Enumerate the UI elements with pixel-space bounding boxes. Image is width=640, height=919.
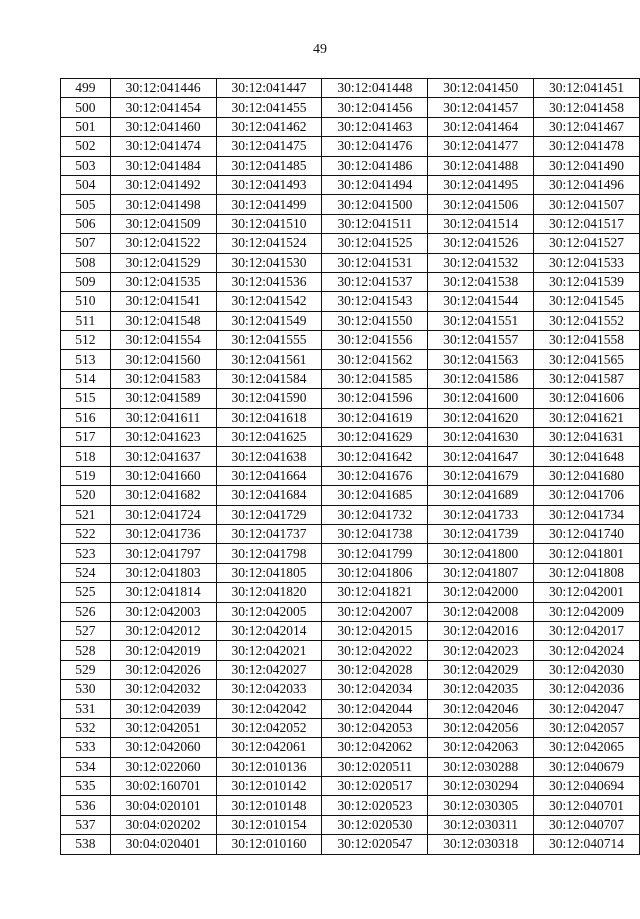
- cadastral-number-5: 30:12:041606: [534, 389, 640, 408]
- row-number: 530: [61, 680, 111, 699]
- cadastral-number-4: 30:12:041586: [428, 369, 534, 388]
- cadastral-number-3: 30:12:020547: [322, 835, 428, 854]
- cadastral-number-2: 30:12:010136: [216, 757, 322, 776]
- cadastral-number-5: 30:12:041565: [534, 350, 640, 369]
- cadastral-number-1: 30:12:041682: [110, 486, 216, 505]
- cadastral-number-2: 30:12:041737: [216, 524, 322, 543]
- cadastral-number-4: 30:12:041477: [428, 137, 534, 156]
- cadastral-number-4: 30:12:041532: [428, 253, 534, 272]
- table-row: [61, 757, 640, 776]
- cadastral-number-2: 30:12:041625: [216, 428, 322, 447]
- cadastral-number-5: 30:12:041808: [534, 563, 640, 582]
- row-number: 529: [61, 660, 111, 679]
- cadastral-number-4: 30:12:041506: [428, 195, 534, 214]
- cadastral-number-3: 30:12:041494: [322, 175, 428, 194]
- cadastral-number-4: 30:12:030294: [428, 777, 534, 796]
- row-number: 522: [61, 524, 111, 543]
- cadastral-number-4: 30:12:041551: [428, 311, 534, 330]
- table-row: [61, 680, 640, 699]
- cadastral-number-5: 30:12:040707: [534, 815, 640, 834]
- row-number: 536: [61, 796, 111, 815]
- cadastral-number-4: 30:12:030305: [428, 796, 534, 815]
- cadastral-number-5: 30:12:041706: [534, 486, 640, 505]
- row-number: 514: [61, 369, 111, 388]
- cadastral-number-4: 30:12:041620: [428, 408, 534, 427]
- row-number: 524: [61, 563, 111, 582]
- table-body: [61, 79, 640, 855]
- cadastral-number-3: 30:12:020517: [322, 777, 428, 796]
- cadastral-number-3: 30:12:041511: [322, 214, 428, 233]
- cadastral-number-3: 30:12:041799: [322, 544, 428, 563]
- table-row: [61, 350, 640, 369]
- row-number: 505: [61, 195, 111, 214]
- row-number: 500: [61, 98, 111, 117]
- cadastral-number-2: 30:12:010154: [216, 815, 322, 834]
- cadastral-number-3: 30:12:041537: [322, 272, 428, 291]
- table-row: [61, 175, 640, 194]
- cadastral-number-3: 30:12:041585: [322, 369, 428, 388]
- cadastral-number-5: 30:12:041507: [534, 195, 640, 214]
- cadastral-number-3: 30:12:041596: [322, 389, 428, 408]
- cadastral-number-3: 30:12:041456: [322, 98, 428, 117]
- row-number: 515: [61, 389, 111, 408]
- table-row: [61, 835, 640, 854]
- cadastral-number-2: 30:12:042042: [216, 699, 322, 718]
- cadastral-number-1: 30:12:041474: [110, 137, 216, 156]
- cadastral-number-1: 30:12:041803: [110, 563, 216, 582]
- cadastral-number-3: 30:12:041685: [322, 486, 428, 505]
- table-row: [61, 524, 640, 543]
- cadastral-number-3: 30:12:042034: [322, 680, 428, 699]
- cadastral-number-3: 30:12:041642: [322, 447, 428, 466]
- cadastral-number-5: 30:12:040679: [534, 757, 640, 776]
- cadastral-number-4: 30:12:041800: [428, 544, 534, 563]
- row-number: 528: [61, 641, 111, 660]
- cadastral-number-3: 30:12:041500: [322, 195, 428, 214]
- cadastral-number-4: 30:12:041464: [428, 117, 534, 136]
- cadastral-number-1: 30:12:042012: [110, 621, 216, 640]
- cadastral-number-5: 30:12:042047: [534, 699, 640, 718]
- cadastral-number-4: 30:12:041457: [428, 98, 534, 117]
- cadastral-number-1: 30:12:041460: [110, 117, 216, 136]
- cadastral-number-1: 30:12:041509: [110, 214, 216, 233]
- cadastral-number-3: 30:12:042015: [322, 621, 428, 640]
- row-number: 504: [61, 175, 111, 194]
- row-number: 499: [61, 79, 111, 98]
- cadastral-number-5: 30:12:042009: [534, 602, 640, 621]
- cadastral-number-2: 30:12:041590: [216, 389, 322, 408]
- cadastral-number-4: 30:12:041557: [428, 331, 534, 350]
- cadastral-number-4: 30:12:041679: [428, 466, 534, 485]
- cadastral-number-4: 30:12:041563: [428, 350, 534, 369]
- table-row: [61, 98, 640, 117]
- cadastral-number-4: 30:12:041495: [428, 175, 534, 194]
- cadastral-number-4: 30:12:041526: [428, 234, 534, 253]
- table-row: [61, 660, 640, 679]
- row-number: 523: [61, 544, 111, 563]
- cadastral-number-2: 30:12:041462: [216, 117, 322, 136]
- cadastral-number-2: 30:12:042027: [216, 660, 322, 679]
- cadastral-number-2: 30:12:041510: [216, 214, 322, 233]
- cadastral-number-2: 30:12:041805: [216, 563, 322, 582]
- cadastral-number-2: 30:12:042005: [216, 602, 322, 621]
- cadastral-number-2: 30:12:041455: [216, 98, 322, 117]
- cadastral-number-1: 30:04:020202: [110, 815, 216, 834]
- cadastral-number-3: 30:12:042028: [322, 660, 428, 679]
- cadastral-number-3: 30:12:020511: [322, 757, 428, 776]
- row-number: 517: [61, 428, 111, 447]
- row-number: 502: [61, 137, 111, 156]
- cadastral-number-2: 30:12:041561: [216, 350, 322, 369]
- cadastral-number-1: 30:12:042003: [110, 602, 216, 621]
- table-row: [61, 815, 640, 834]
- cadastral-number-3: 30:12:041531: [322, 253, 428, 272]
- cadastral-number-4: 30:12:041630: [428, 428, 534, 447]
- table-row: [61, 311, 640, 330]
- row-number: 518: [61, 447, 111, 466]
- row-number: 532: [61, 718, 111, 737]
- cadastral-number-1: 30:12:041611: [110, 408, 216, 427]
- cadastral-number-2: 30:12:041584: [216, 369, 322, 388]
- cadastral-number-3: 30:12:041676: [322, 466, 428, 485]
- cadastral-number-4: 30:12:030311: [428, 815, 534, 834]
- row-number: 520: [61, 486, 111, 505]
- cadastral-number-1: 30:12:041736: [110, 524, 216, 543]
- cadastral-number-1: 30:12:022060: [110, 757, 216, 776]
- row-number: 531: [61, 699, 111, 718]
- cadastral-number-5: 30:12:041496: [534, 175, 640, 194]
- row-number: 511: [61, 311, 111, 330]
- cadastral-number-5: 30:12:041539: [534, 272, 640, 291]
- row-number: 507: [61, 234, 111, 253]
- cadastral-number-4: 30:12:030288: [428, 757, 534, 776]
- cadastral-number-3: 30:12:042053: [322, 718, 428, 737]
- cadastral-number-1: 30:12:041583: [110, 369, 216, 388]
- cadastral-number-4: 30:12:041689: [428, 486, 534, 505]
- cadastral-number-2: 30:12:041542: [216, 292, 322, 311]
- cadastral-number-5: 30:12:041533: [534, 253, 640, 272]
- cadastral-number-4: 30:12:041733: [428, 505, 534, 524]
- cadastral-number-5: 30:12:041545: [534, 292, 640, 311]
- row-number: 503: [61, 156, 111, 175]
- cadastral-number-5: 30:12:042001: [534, 583, 640, 602]
- cadastral-number-1: 30:12:041660: [110, 466, 216, 485]
- cadastral-number-4: 30:12:042046: [428, 699, 534, 718]
- cadastral-number-4: 30:12:042008: [428, 602, 534, 621]
- cadastral-number-4: 30:12:041600: [428, 389, 534, 408]
- cadastral-number-5: 30:12:042065: [534, 738, 640, 757]
- table-row: [61, 505, 640, 524]
- cadastral-number-1: 30:12:041529: [110, 253, 216, 272]
- table-row: [61, 544, 640, 563]
- row-number: 535: [61, 777, 111, 796]
- row-number: 513: [61, 350, 111, 369]
- cadastral-number-2: 30:12:041493: [216, 175, 322, 194]
- row-number: 509: [61, 272, 111, 291]
- cadastral-number-3: 30:12:041806: [322, 563, 428, 582]
- cadastral-number-5: 30:12:040714: [534, 835, 640, 854]
- row-number: 527: [61, 621, 111, 640]
- cadastral-number-5: 30:12:041558: [534, 331, 640, 350]
- cadastral-number-4: 30:12:041807: [428, 563, 534, 582]
- cadastral-number-5: 30:12:042017: [534, 621, 640, 640]
- cadastral-number-5: 30:12:042030: [534, 660, 640, 679]
- cadastral-number-1: 30:12:041498: [110, 195, 216, 214]
- cadastral-number-2: 30:12:041798: [216, 544, 322, 563]
- table-row: [61, 738, 640, 757]
- cadastral-number-5: 30:12:041680: [534, 466, 640, 485]
- cadastral-table: [60, 78, 640, 855]
- cadastral-number-2: 30:12:041664: [216, 466, 322, 485]
- cadastral-number-4: 30:12:041450: [428, 79, 534, 98]
- table-row: [61, 272, 640, 291]
- cadastral-number-2: 30:12:042014: [216, 621, 322, 640]
- cadastral-number-1: 30:12:041724: [110, 505, 216, 524]
- cadastral-number-2: 30:12:041820: [216, 583, 322, 602]
- cadastral-number-3: 30:12:041556: [322, 331, 428, 350]
- table-row: [61, 389, 640, 408]
- cadastral-number-5: 30:12:040694: [534, 777, 640, 796]
- cadastral-number-5: 30:12:041631: [534, 428, 640, 447]
- cadastral-number-2: 30:12:041729: [216, 505, 322, 524]
- cadastral-number-5: 30:12:040701: [534, 796, 640, 815]
- row-number: 526: [61, 602, 111, 621]
- cadastral-number-5: 30:12:041451: [534, 79, 640, 98]
- cadastral-number-3: 30:12:042022: [322, 641, 428, 660]
- table-row: [61, 234, 640, 253]
- cadastral-number-3: 30:12:041732: [322, 505, 428, 524]
- cadastral-number-1: 30:12:041492: [110, 175, 216, 194]
- table-row: [61, 486, 640, 505]
- table-row: [61, 563, 640, 582]
- cadastral-number-1: 30:12:041554: [110, 331, 216, 350]
- cadastral-number-2: 30:12:041524: [216, 234, 322, 253]
- table-row: [61, 408, 640, 427]
- cadastral-number-4: 30:12:041538: [428, 272, 534, 291]
- row-number: 516: [61, 408, 111, 427]
- cadastral-number-1: 30:04:020101: [110, 796, 216, 815]
- cadastral-number-3: 30:12:041629: [322, 428, 428, 447]
- table-row: [61, 428, 640, 447]
- cadastral-number-2: 30:12:041536: [216, 272, 322, 291]
- cadastral-number-3: 30:12:041486: [322, 156, 428, 175]
- cadastral-number-1: 30:12:041589: [110, 389, 216, 408]
- cadastral-number-4: 30:12:041488: [428, 156, 534, 175]
- table-row: [61, 156, 640, 175]
- table-row: [61, 292, 640, 311]
- cadastral-number-3: 30:12:041619: [322, 408, 428, 427]
- cadastral-number-5: 30:12:041734: [534, 505, 640, 524]
- cadastral-number-4: 30:12:042016: [428, 621, 534, 640]
- cadastral-number-1: 30:12:042032: [110, 680, 216, 699]
- cadastral-number-4: 30:12:041647: [428, 447, 534, 466]
- table-row: [61, 214, 640, 233]
- cadastral-number-3: 30:12:041550: [322, 311, 428, 330]
- cadastral-number-2: 30:12:041618: [216, 408, 322, 427]
- cadastral-number-3: 30:12:041562: [322, 350, 428, 369]
- cadastral-number-4: 30:12:042063: [428, 738, 534, 757]
- table-row: [61, 369, 640, 388]
- row-number: 521: [61, 505, 111, 524]
- table-row: [61, 117, 640, 136]
- cadastral-number-2: 30:12:041499: [216, 195, 322, 214]
- cadastral-number-2: 30:12:041684: [216, 486, 322, 505]
- cadastral-number-3: 30:12:041543: [322, 292, 428, 311]
- table-row: [61, 137, 640, 156]
- table-row: [61, 777, 640, 796]
- cadastral-number-2: 30:12:041638: [216, 447, 322, 466]
- cadastral-number-4: 30:12:042035: [428, 680, 534, 699]
- cadastral-number-3: 30:12:020523: [322, 796, 428, 815]
- cadastral-number-4: 30:12:041739: [428, 524, 534, 543]
- cadastral-number-1: 30:12:041535: [110, 272, 216, 291]
- table-row: [61, 466, 640, 485]
- cadastral-number-5: 30:12:041467: [534, 117, 640, 136]
- cadastral-number-1: 30:02:160701: [110, 777, 216, 796]
- table-row: [61, 331, 640, 350]
- row-number: 508: [61, 253, 111, 272]
- cadastral-number-1: 30:12:042051: [110, 718, 216, 737]
- cadastral-number-2: 30:12:041475: [216, 137, 322, 156]
- row-number: 501: [61, 117, 111, 136]
- cadastral-number-4: 30:12:041544: [428, 292, 534, 311]
- cadastral-number-4: 30:12:030318: [428, 835, 534, 854]
- cadastral-number-1: 30:12:041541: [110, 292, 216, 311]
- cadastral-number-2: 30:12:010142: [216, 777, 322, 796]
- cadastral-number-5: 30:12:041801: [534, 544, 640, 563]
- table-row: [61, 253, 640, 272]
- cadastral-number-5: 30:12:041478: [534, 137, 640, 156]
- table-row: [61, 602, 640, 621]
- cadastral-number-3: 30:12:041821: [322, 583, 428, 602]
- cadastral-number-1: 30:12:041446: [110, 79, 216, 98]
- cadastral-number-2: 30:12:042052: [216, 718, 322, 737]
- cadastral-number-3: 30:12:041463: [322, 117, 428, 136]
- cadastral-number-1: 30:12:041623: [110, 428, 216, 447]
- cadastral-number-1: 30:04:020401: [110, 835, 216, 854]
- cadastral-number-4: 30:12:042023: [428, 641, 534, 660]
- cadastral-number-2: 30:12:042033: [216, 680, 322, 699]
- cadastral-number-3: 30:12:042062: [322, 738, 428, 757]
- cadastral-number-2: 30:12:042021: [216, 641, 322, 660]
- cadastral-number-1: 30:12:041484: [110, 156, 216, 175]
- cadastral-number-2: 30:12:041555: [216, 331, 322, 350]
- table-row: [61, 447, 640, 466]
- cadastral-number-2: 30:12:042061: [216, 738, 322, 757]
- table-row: [61, 79, 640, 98]
- row-number: 534: [61, 757, 111, 776]
- row-number: 510: [61, 292, 111, 311]
- row-number: 525: [61, 583, 111, 602]
- cadastral-number-2: 30:12:041549: [216, 311, 322, 330]
- cadastral-number-5: 30:12:042036: [534, 680, 640, 699]
- cadastral-number-4: 30:12:042000: [428, 583, 534, 602]
- cadastral-number-3: 30:12:042044: [322, 699, 428, 718]
- cadastral-number-1: 30:12:042060: [110, 738, 216, 757]
- cadastral-number-5: 30:12:042024: [534, 641, 640, 660]
- cadastral-number-3: 30:12:041525: [322, 234, 428, 253]
- cadastral-number-5: 30:12:041458: [534, 98, 640, 117]
- cadastral-number-1: 30:12:042019: [110, 641, 216, 660]
- cadastral-number-3: 30:12:041476: [322, 137, 428, 156]
- row-number: 512: [61, 331, 111, 350]
- table-row: [61, 621, 640, 640]
- cadastral-number-5: 30:12:041587: [534, 369, 640, 388]
- cadastral-number-1: 30:12:041548: [110, 311, 216, 330]
- cadastral-number-4: 30:12:042056: [428, 718, 534, 737]
- row-number: 519: [61, 466, 111, 485]
- page-number: 49: [313, 42, 327, 57]
- cadastral-number-3: 30:12:042007: [322, 602, 428, 621]
- row-number: 533: [61, 738, 111, 757]
- table-row: [61, 718, 640, 737]
- row-number: 537: [61, 815, 111, 834]
- cadastral-number-1: 30:12:041814: [110, 583, 216, 602]
- table-row: [61, 796, 640, 815]
- table-row: [61, 641, 640, 660]
- cadastral-number-4: 30:12:041514: [428, 214, 534, 233]
- cadastral-number-3: 30:12:041738: [322, 524, 428, 543]
- cadastral-number-4: 30:12:042029: [428, 660, 534, 679]
- cadastral-number-1: 30:12:041454: [110, 98, 216, 117]
- cadastral-number-1: 30:12:041637: [110, 447, 216, 466]
- cadastral-number-5: 30:12:041648: [534, 447, 640, 466]
- cadastral-number-5: 30:12:041740: [534, 524, 640, 543]
- table-row: [61, 195, 640, 214]
- cadastral-number-5: 30:12:041527: [534, 234, 640, 253]
- cadastral-number-2: 30:12:010148: [216, 796, 322, 815]
- cadastral-number-5: 30:12:042057: [534, 718, 640, 737]
- row-number: 506: [61, 214, 111, 233]
- cadastral-number-2: 30:12:010160: [216, 835, 322, 854]
- cadastral-number-5: 30:12:041517: [534, 214, 640, 233]
- row-number: 538: [61, 835, 111, 854]
- cadastral-number-1: 30:12:041522: [110, 234, 216, 253]
- cadastral-number-5: 30:12:041621: [534, 408, 640, 427]
- cadastral-number-2: 30:12:041485: [216, 156, 322, 175]
- cadastral-number-1: 30:12:041797: [110, 544, 216, 563]
- cadastral-number-5: 30:12:041552: [534, 311, 640, 330]
- cadastral-number-3: 30:12:041448: [322, 79, 428, 98]
- cadastral-number-2: 30:12:041530: [216, 253, 322, 272]
- table-row: [61, 583, 640, 602]
- cadastral-number-1: 30:12:042039: [110, 699, 216, 718]
- cadastral-number-1: 30:12:041560: [110, 350, 216, 369]
- cadastral-number-3: 30:12:020530: [322, 815, 428, 834]
- cadastral-number-1: 30:12:042026: [110, 660, 216, 679]
- cadastral-number-5: 30:12:041490: [534, 156, 640, 175]
- cadastral-number-2: 30:12:041447: [216, 79, 322, 98]
- table-row: [61, 699, 640, 718]
